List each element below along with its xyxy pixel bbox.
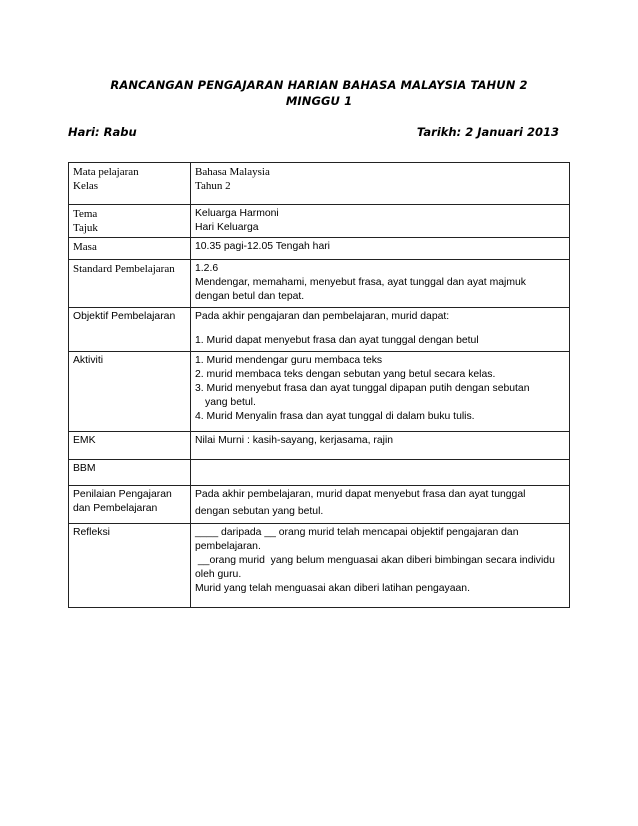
refleksi-line: oleh guru. bbox=[195, 569, 242, 580]
aktiviti-line: 4. Murid Menyalin frasa dan ayat tunggal di dalam buku tulis. bbox=[195, 411, 475, 422]
refleksi-line: __orang murid yang belum menguasai akan diberi bimbingan secara individu bbox=[195, 555, 555, 566]
row-value-mata-pelajaran-kelas bbox=[191, 163, 570, 205]
lesson-plan-table bbox=[68, 162, 570, 608]
table-row bbox=[69, 238, 570, 260]
aktiviti-line: 2. murid membaca teks dengan sebutan yang betul secara kelas. bbox=[195, 369, 496, 380]
table-row bbox=[69, 432, 570, 460]
value-objektif bbox=[191, 308, 570, 352]
label-standard: Standard Pembelajaran bbox=[69, 260, 191, 308]
standard-line: 1.2.6 bbox=[195, 263, 219, 274]
label-kelas: Kelas bbox=[73, 180, 99, 192]
title-line-1: RANCANGAN PENGAJARAN HARIAN BAHASA MALAYSIA TAHUN 2 bbox=[110, 78, 528, 92]
aktiviti-line: 3. Murid menyebut frasa dan ayat tunggal dipapan putih dengan sebutan bbox=[195, 383, 530, 394]
label-mata-pelajaran: Mata pelajaran bbox=[73, 166, 139, 178]
value-bbm bbox=[191, 460, 570, 486]
hari-label: Hari: Rabu bbox=[68, 125, 137, 139]
value-emk: Nilai Murni : kasih-sayang, kerjasama, rajin bbox=[191, 432, 570, 460]
label-tema: Tema bbox=[73, 208, 98, 220]
value-tajuk: Hari Keluarga bbox=[195, 222, 259, 233]
label-bbm: BBM bbox=[69, 460, 191, 486]
aktiviti-line: yang betul. bbox=[205, 397, 256, 408]
table-row bbox=[69, 260, 570, 308]
row-label-mata-pelajaran-kelas bbox=[69, 163, 191, 205]
label-aktiviti: Aktiviti bbox=[69, 352, 191, 432]
document-title bbox=[68, 77, 570, 109]
refleksi-line: Murid yang telah menguasai akan diberi latihan pengayaan. bbox=[195, 583, 470, 594]
table-row bbox=[69, 524, 570, 608]
value-mata-pelajaran: Bahasa Malaysia bbox=[195, 166, 270, 178]
row-value-tema-tajuk bbox=[191, 205, 570, 238]
table-row bbox=[69, 163, 570, 205]
label-masa: Masa bbox=[69, 238, 191, 260]
value-refleksi bbox=[191, 524, 570, 608]
value-aktiviti bbox=[191, 352, 570, 432]
penilaian-label-line: Penilaian Pengajaran bbox=[73, 489, 172, 500]
objektif-line: Pada akhir pengajaran dan pembelajaran, murid dapat: bbox=[195, 311, 450, 322]
label-penilaian bbox=[69, 486, 191, 524]
row-label-tema-tajuk bbox=[69, 205, 191, 238]
value-standard bbox=[191, 260, 570, 308]
value-masa: 10.35 pagi-12.05 Tengah hari bbox=[191, 238, 570, 260]
refleksi-line: pembelajaran. bbox=[195, 541, 261, 552]
value-kelas: Tahun 2 bbox=[195, 180, 231, 192]
table-row bbox=[69, 205, 570, 238]
label-refleksi: Refleksi bbox=[69, 524, 191, 608]
penilaian-line: Pada akhir pembelajaran, murid dapat menyebut frasa dan ayat tunggal bbox=[195, 489, 526, 500]
label-objektif: Objektif Pembelajaran bbox=[69, 308, 191, 352]
table-row bbox=[69, 308, 570, 352]
value-penilaian bbox=[191, 486, 570, 524]
label-emk: EMK bbox=[69, 432, 191, 460]
table-row bbox=[69, 486, 570, 524]
label-tajuk: Tajuk bbox=[73, 222, 98, 234]
title-line-2: MINGGU 1 bbox=[285, 94, 353, 108]
table-row bbox=[69, 460, 570, 486]
aktiviti-line: 1. Murid mendengar guru membaca teks bbox=[195, 355, 383, 366]
standard-line: Mendengar, memahami, menyebut frasa, ayat tunggal dan ayat majmuk bbox=[195, 277, 526, 288]
table-row bbox=[69, 352, 570, 432]
value-tema: Keluarga Harmoni bbox=[195, 208, 279, 219]
refleksi-line: ____ daripada __ orang murid telah mencapai objektif pengajaran dan bbox=[195, 527, 519, 538]
penilaian-line: dengan sebutan yang betul. bbox=[195, 506, 324, 517]
penilaian-label-line: dan Pembelajaran bbox=[73, 503, 158, 514]
tarikh-label: Tarikh: 2 Januari 2013 bbox=[416, 125, 559, 139]
objektif-line: 1. Murid dapat menyebut frasa dan ayat tunggal dengan betul bbox=[195, 335, 479, 346]
standard-line: dengan betul dan tepat. bbox=[195, 291, 305, 302]
